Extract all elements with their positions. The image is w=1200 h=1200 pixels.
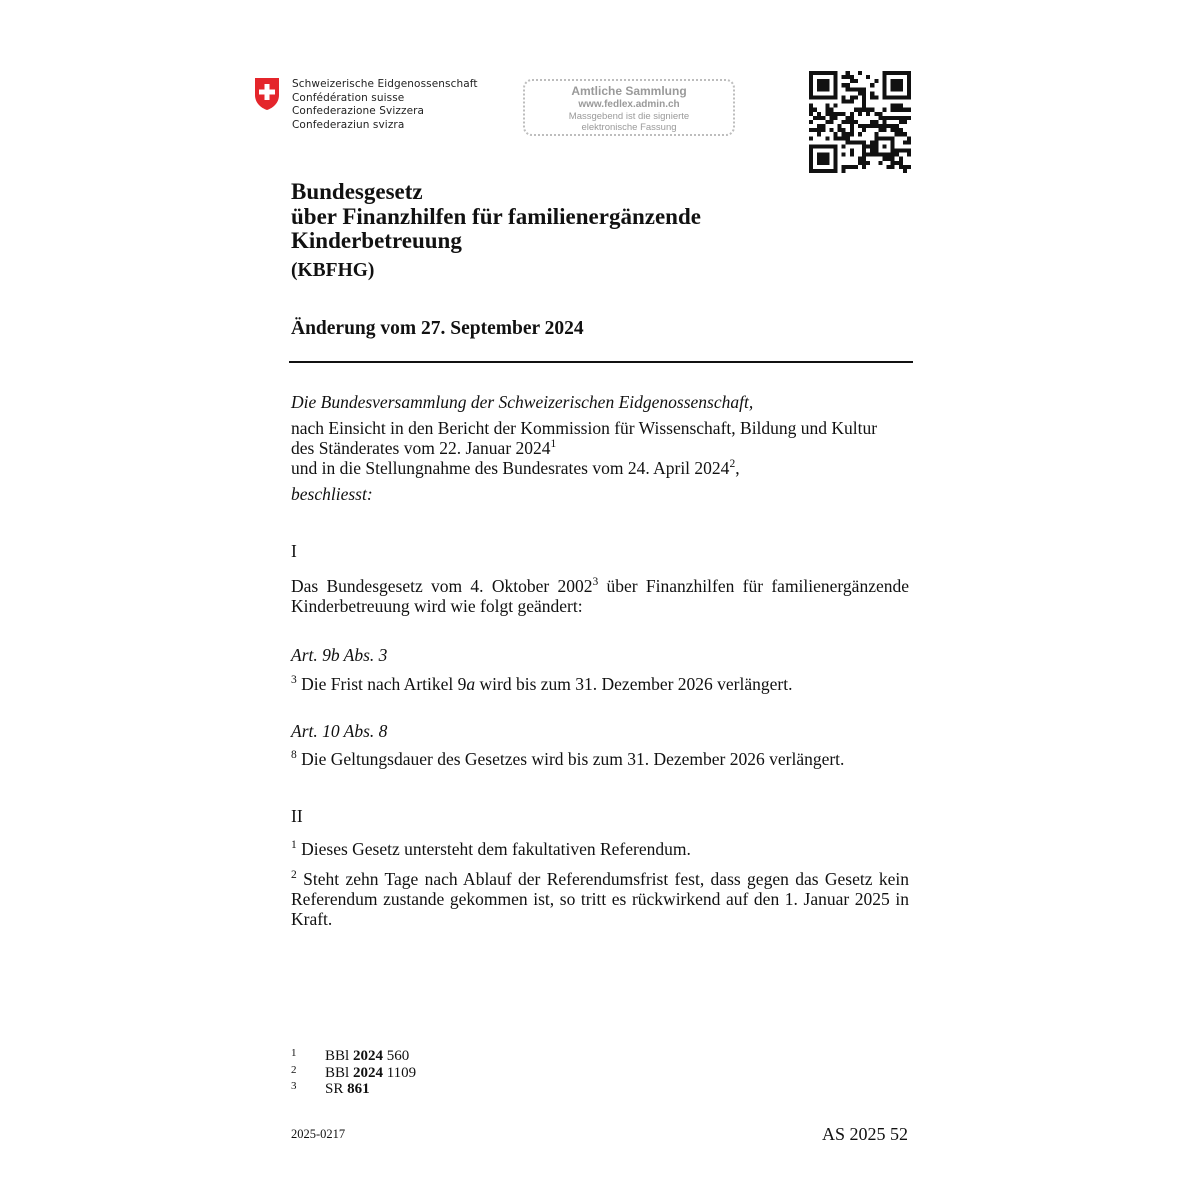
article-9b-text bbox=[291, 674, 909, 694]
section-2-paragraph-2 bbox=[291, 869, 909, 929]
title-divider bbox=[289, 361, 913, 363]
preamble-line-1: nach Einsicht in den Bericht der Kommission für Wissenschaft, Bildung und Kultur bbox=[291, 418, 878, 438]
article-9b-text-a: Die Frist nach Artikel 9 bbox=[296, 674, 467, 694]
paragraph-number-8: 8 bbox=[291, 749, 297, 762]
footnote-1-number: 1 bbox=[291, 1047, 297, 1059]
section-2-heading: II bbox=[291, 806, 303, 826]
intro-text-b: über Finanzhilfen für familienergänzende Kinderbetreuung wird wie folgt geändert: bbox=[291, 576, 910, 616]
article-9b-heading: Art. 9b Abs. 3 bbox=[291, 645, 388, 665]
title-line-3: Kinderbetreuung bbox=[291, 228, 462, 253]
article-10-text-body: Die Geltungsdauer des Gesetzes wird bis zum 31. Dezember 2026 verlängert. bbox=[296, 749, 845, 769]
footnote-3-prefix: SR bbox=[325, 1081, 348, 1097]
footnote-3-number: 3 bbox=[291, 1080, 297, 1092]
intro-text-a: Das Bundesgesetz vom 4. Oktober 2002 bbox=[291, 576, 593, 596]
section-2-paragraph-1 bbox=[291, 839, 909, 859]
paragraph-number-1: 1 bbox=[291, 839, 297, 852]
amendment-date: Änderung vom 27. September 2024 bbox=[291, 318, 584, 339]
footnote-1-prefix: BBl bbox=[325, 1048, 353, 1064]
article-10-heading: Art. 10 Abs. 8 bbox=[291, 721, 388, 741]
section-1-heading: I bbox=[291, 541, 297, 561]
issuer-line-rm: Confederaziun svizra bbox=[292, 118, 405, 131]
preamble-line-2-text: des Ständerates vom 22. Januar 2024 bbox=[291, 438, 551, 458]
footnote-2-year: 2024 bbox=[352, 1064, 383, 1081]
footnote-1-text bbox=[325, 1048, 409, 1065]
section-2-paragraph-1-text: Dieses Gesetz untersteht dem fakultativen Referendum. bbox=[296, 839, 691, 859]
stamp-url: www.fedlex.admin.ch bbox=[578, 99, 680, 110]
swiss-crest-icon bbox=[254, 77, 280, 111]
preamble-line-2 bbox=[291, 438, 909, 458]
footnote-2-prefix: BBl bbox=[325, 1064, 353, 1081]
title-abbreviation: (KBFHG) bbox=[291, 260, 375, 281]
qr-code bbox=[809, 71, 911, 173]
document-title bbox=[291, 180, 911, 254]
title-line-2: über Finanzhilfen für familienergänzende bbox=[291, 203, 701, 229]
stamp-title: Amtliche Sammlung bbox=[571, 84, 687, 98]
preamble-line-3 bbox=[291, 458, 909, 478]
official-collection-stamp bbox=[523, 79, 735, 136]
footnote-1-year: 2024 bbox=[352, 1048, 383, 1064]
section-2-paragraph-2-text: Steht zehn Tage nach Ablauf der Referendumsfrist fest, dass gegen das Gesetz kein Referendum zustande gekommen ist, so tritt es rückwirkend auf den 1. Januar 2025 in Kraft. bbox=[291, 869, 909, 929]
issuer-line-de: Schweizerische Eidgenossenschaft bbox=[292, 78, 478, 90]
article-9b-text-b: wird bis zum 31. Dezember 2026 verlängert. bbox=[475, 674, 793, 694]
stamp-note-line1: Massgebend ist die signierte bbox=[568, 111, 690, 122]
article-10-text bbox=[291, 749, 909, 769]
footnote-2-text bbox=[325, 1065, 416, 1082]
stamp-note-line2: elektronische Fassung bbox=[581, 122, 677, 133]
paragraph-number-3: 3 bbox=[291, 674, 297, 687]
preamble-line-3-punct: , bbox=[735, 458, 740, 478]
footnote-1-page: 560 bbox=[382, 1048, 410, 1064]
footnote-3-text bbox=[325, 1081, 370, 1098]
issuer-line-fr: Confédération suisse bbox=[292, 91, 405, 104]
footnote-2-number: 2 bbox=[291, 1063, 297, 1076]
footnote-ref-2: 2 bbox=[729, 458, 736, 471]
article-9b-text-italic: a bbox=[466, 674, 476, 694]
preamble-considerations bbox=[291, 418, 909, 478]
issuer-block bbox=[292, 78, 478, 132]
paragraph-number-2: 2 bbox=[291, 869, 297, 882]
document-number: 2025-0217 bbox=[291, 1127, 346, 1141]
footnote-ref-3: 3 bbox=[592, 576, 599, 589]
preamble-line-3-text: und in die Stellungnahme des Bundesrates vom 24. April 2024 bbox=[291, 458, 730, 478]
footnote-ref-1: 1 bbox=[550, 438, 557, 451]
footnote-2-page: 1109 bbox=[382, 1064, 417, 1081]
title-line-1: Bundesgesetz bbox=[291, 179, 423, 204]
preamble-assembly: Die Bundesversammlung der Schweizerischen Eidgenossenschaft, bbox=[291, 392, 754, 412]
official-collection-reference: AS 2025 52 bbox=[822, 1124, 909, 1144]
issuer-line-it: Confederazione Svizzera bbox=[292, 105, 425, 117]
preamble-decides: beschliesst: bbox=[291, 484, 373, 504]
section-1-intro bbox=[291, 576, 909, 616]
footnote-3-number-bold: 861 bbox=[347, 1081, 370, 1097]
